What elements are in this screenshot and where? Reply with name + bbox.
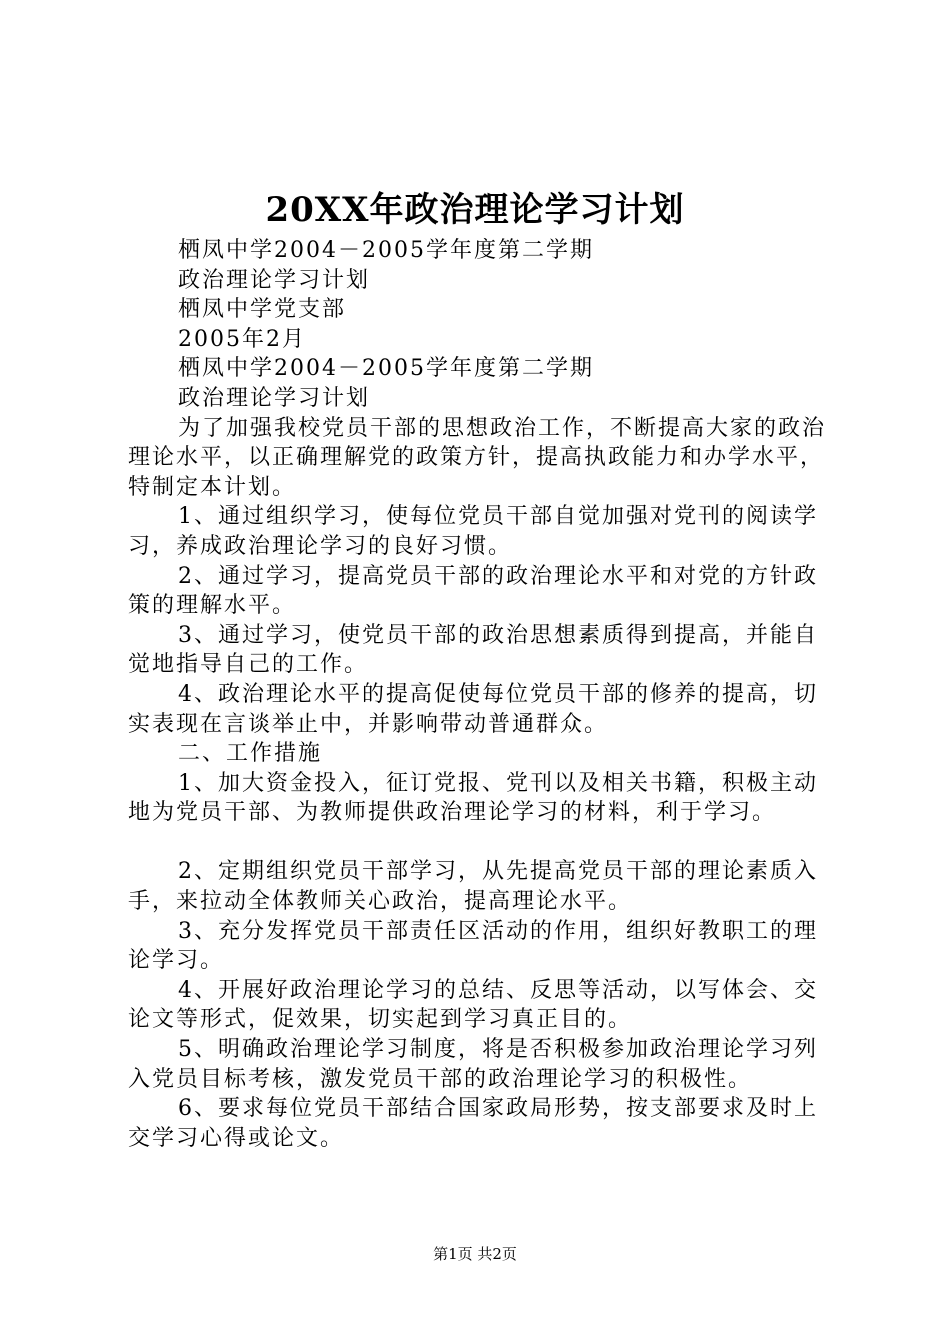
- blank-line: [128, 828, 838, 858]
- paragraph: 2、定期组织党员干部学习，从先提高党员干部的理论素质入手，来拉动全体教师关心政治，提高理论水平。: [128, 859, 818, 915]
- paragraph: 政治理论学习计划: [178, 385, 371, 411]
- paragraph: 栖凤中学2004－2005学年度第二学期: [178, 238, 594, 263]
- paragraph: 6、要求每位党员干部结合国家政局形势，按支部要求及时上交学习心得或论文。: [128, 1096, 818, 1151]
- paragraph: 3、通过学习，使党员干部的政治思想素质得到提高，并能自觉地指导自己的工作。: [128, 622, 818, 678]
- paragraph: 1、通过组织学习，使每位党员干部自觉加强对党刊的阅读学习，养成政治理论学习的良好习惯。: [128, 504, 818, 559]
- paragraph: 2005年2月: [178, 326, 306, 352]
- paragraph: 栖凤中学2004－2005学年度第二学期: [178, 356, 594, 382]
- paragraph: 4、开展好政治理论学习的总结、反思等活动，以写体会、交论文等形式，促效果，切实起到学习真正目的。: [128, 977, 818, 1033]
- paragraph: 栖凤中学党支部: [178, 297, 347, 323]
- paragraph: 3、充分发挥党员干部责任区活动的作用，组织好教职工的理论学习。: [128, 918, 818, 974]
- paragraph: 1、加大资金投入，征订党报、党刊以及相关书籍，积极主动地为党员干部、为教师提供政治理论学习的材料，利于学习。: [128, 770, 818, 826]
- page-number: 第1页 共2页: [433, 1245, 517, 1263]
- paragraph: 4、政治理论水平的提高促使每位党员干部的修养的提高，切实表现在言谈举止中，并影响带动普通群众。: [128, 681, 818, 737]
- document-title: 20XX年政治理论学习计划: [265, 190, 685, 230]
- section-heading: 二、工作措施: [178, 741, 323, 767]
- paragraph: 2、通过学习，提高党员干部的政治理论水平和对党的方针政策的理解水平。: [128, 563, 818, 619]
- paragraph: 为了加强我校党员干部的思想政治工作，不断提高大家的政治理论水平，以正确理解党的政策方针，提高执政能力和办学水平，特制定本计划。: [128, 415, 827, 500]
- document-body: [128, 236, 838, 1153]
- paragraph: 政治理论学习计划: [178, 267, 371, 293]
- paragraph: 5、明确政治理论学习制度，将是否积极参加政治理论学习列入党员目标考核，激发党员干部的政治理论学习的积极性。: [128, 1037, 818, 1092]
